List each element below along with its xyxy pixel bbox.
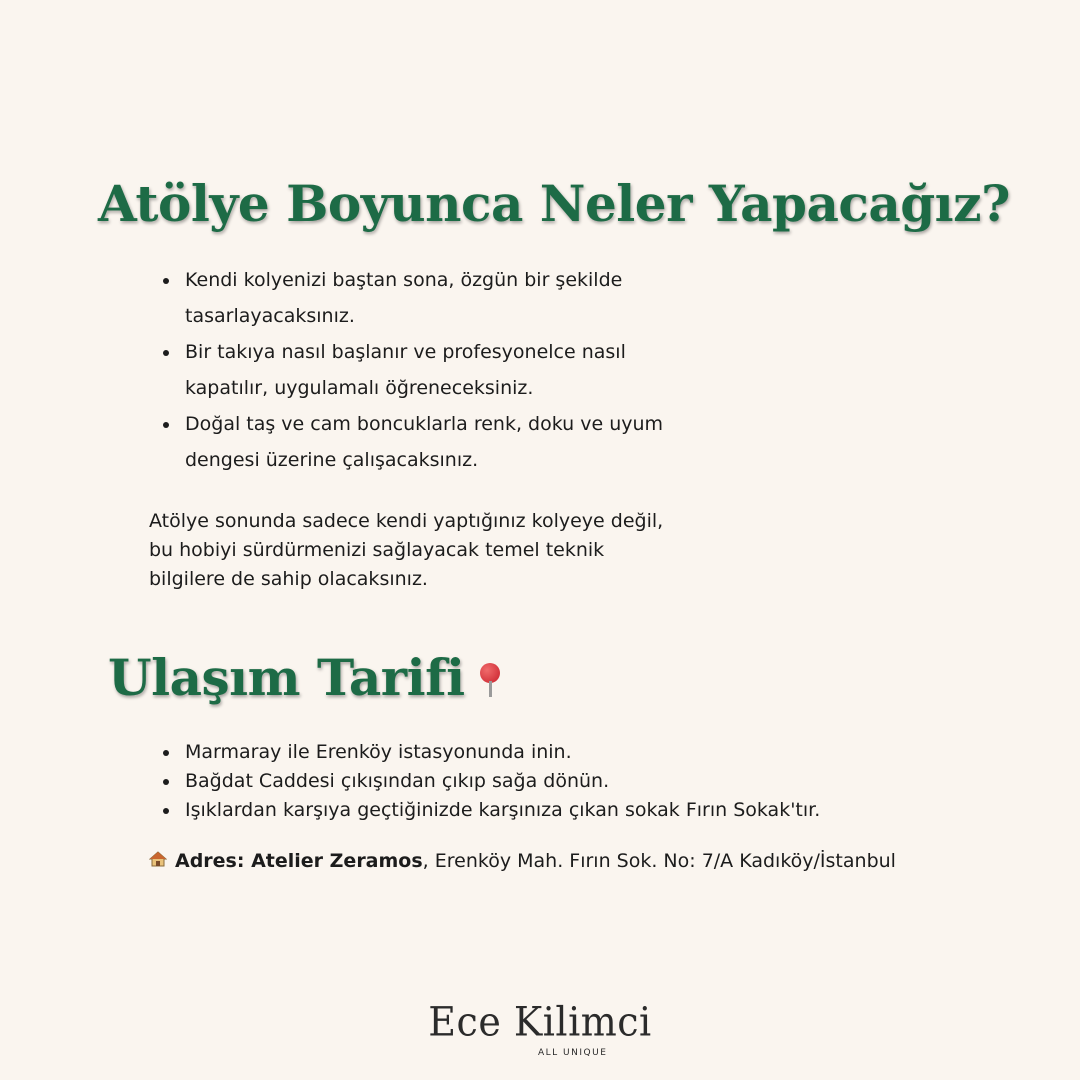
section-title-workshop: Atölye Boyunca Neler Yapacağız?	[98, 174, 1010, 233]
workshop-summary	[149, 507, 739, 594]
directions-bullet-list	[163, 738, 923, 825]
list-item: Işıklardan karşıya geçtiğinizde karşınıza çıkan sokak Fırın Sokak'tır.	[163, 796, 923, 825]
address-text: , Erenköy Mah. Fırın Sok. No: 7/A Kadıköy/İstanbul	[422, 850, 896, 872]
directions-title-text: Ulaşım Tarifi	[108, 648, 465, 707]
list-item-line: Doğal taş ve cam boncuklarla renk, doku ve uyum	[185, 413, 664, 435]
list-item: Marmaray ile Erenköy istasyonunda inin.	[163, 738, 923, 767]
workshop-bullet-list	[163, 262, 723, 478]
list-item-line: dengesi üzerine çalışacaksınız.	[185, 449, 479, 471]
list-item	[163, 406, 723, 478]
brand-logo	[0, 998, 1080, 1058]
list-item	[163, 262, 723, 334]
list-item-line: tasarlayacaksınız.	[185, 305, 355, 327]
pushpin-icon	[479, 659, 501, 699]
summary-line: bilgilere de sahip olacaksınız.	[149, 568, 428, 590]
address-line	[149, 850, 896, 872]
brand-name: Ece Kilimci	[428, 998, 652, 1046]
brand-tagline: ALL UNIQUE	[538, 1048, 608, 1058]
list-item: Bağdat Caddesi çıkışından çıkıp sağa dönün.	[163, 767, 923, 796]
summary-line: bu hobiyi sürdürmenizi sağlayacak temel teknik	[149, 539, 605, 561]
list-item	[163, 334, 723, 406]
summary-line: Atölye sonunda sadece kendi yaptığınız kolyeye değil,	[149, 510, 664, 532]
list-item-line: Kendi kolyenizi baştan sona, özgün bir şekilde	[185, 269, 623, 291]
list-item-line: kapatılır, uygulamalı öğreneceksiniz.	[185, 377, 534, 399]
section-title-directions	[108, 648, 501, 707]
address-label: Adres: Atelier Zeramos	[175, 850, 423, 872]
list-item-line: Bir takıya nasıl başlanır ve profesyonelce nasıl	[185, 341, 626, 363]
house-icon	[149, 850, 169, 872]
